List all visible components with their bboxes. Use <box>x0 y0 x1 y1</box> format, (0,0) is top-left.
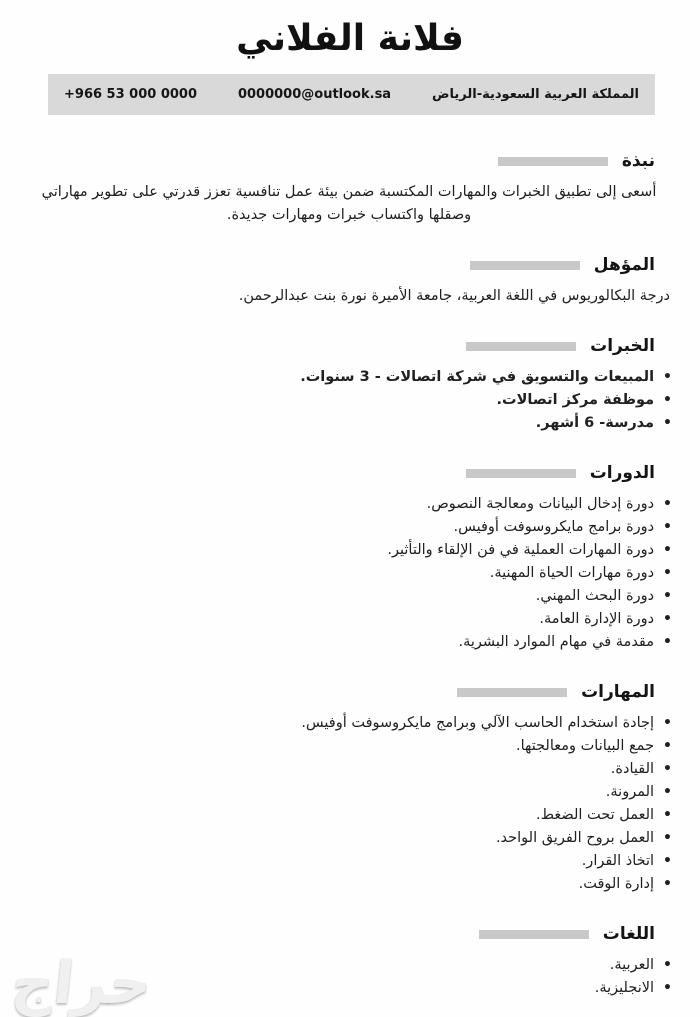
list-item <box>0 758 672 781</box>
section-header-experience <box>0 334 655 358</box>
list-item <box>0 366 672 389</box>
section-bullet-list <box>0 493 672 654</box>
list-item <box>0 608 672 631</box>
list-item-label: دورة إدخال البيانات ومعالجة النصوص. <box>426 496 655 512</box>
list-item-label: دورة المهارات العملية في فن الإلقاء والتأثير. <box>387 542 655 558</box>
list-item <box>0 735 672 758</box>
bullet-icon: • <box>663 738 672 754</box>
section-title: الخبرات <box>590 336 655 356</box>
section-paragraph: درجة البكالوريوس في اللغة العربية، جامعة الأميرة نورة بنت عبدالرحمن. <box>238 288 670 304</box>
section-title: نبذة <box>621 151 655 171</box>
list-item-label: المبيعات والتسويق في شركة اتصالات - 3 سنوات. <box>300 369 655 385</box>
section-title: المهارات <box>581 682 655 702</box>
list-item-label: الانجليزية. <box>594 980 655 996</box>
bullet-icon: • <box>663 980 672 996</box>
bullet-icon: • <box>663 588 672 604</box>
contact-location: المملكة العربية السعودية-الرياض <box>432 87 639 102</box>
bullet-icon: • <box>663 715 672 731</box>
haraj-watermark: حراج <box>8 949 156 1017</box>
bullet-icon: • <box>663 415 672 431</box>
list-item-label: القيادة. <box>610 761 655 777</box>
contact-bar <box>48 74 655 115</box>
bullet-icon: • <box>663 611 672 627</box>
bullet-icon: • <box>663 392 672 408</box>
list-item-label: دورة مهارات الحياة المهنية. <box>489 565 655 581</box>
list-item-label: اتخاذ القرار. <box>581 853 655 869</box>
list-item <box>0 827 672 850</box>
section-bullet-list <box>0 712 672 896</box>
list-item-label: إجادة استخدام الحاسب الآلي وبرامج مايكروسوفت أوفيس. <box>301 715 655 731</box>
section-title: الدورات <box>589 463 655 483</box>
bullet-icon: • <box>663 853 672 869</box>
list-item <box>0 516 672 539</box>
section-experience <box>0 334 700 435</box>
list-item-label: مدرسة- 6 أشهر. <box>535 415 655 431</box>
bullet-icon: • <box>663 957 672 973</box>
section-title-underline <box>498 157 608 166</box>
section-header-qualification <box>0 253 655 277</box>
bullet-icon: • <box>663 761 672 777</box>
list-item-label: دورة الإدارة العامة. <box>539 611 655 627</box>
list-item-label: العربية. <box>609 957 655 973</box>
list-item <box>0 562 672 585</box>
bullet-icon: • <box>663 876 672 892</box>
list-item <box>0 585 672 608</box>
section-header-languages <box>0 922 655 946</box>
list-item <box>0 850 672 873</box>
list-item-label: موظفة مركز اتصالات. <box>496 392 655 408</box>
list-item <box>0 873 672 896</box>
list-item-label: العمل تحت الضغط. <box>536 807 655 823</box>
section-about <box>0 149 700 227</box>
list-item <box>0 493 672 516</box>
list-item <box>0 781 672 804</box>
bullet-icon: • <box>663 830 672 846</box>
list-item <box>0 539 672 562</box>
bullet-icon: • <box>663 565 672 581</box>
section-title-underline <box>466 469 576 478</box>
resume-sections <box>0 149 700 1000</box>
bullet-icon: • <box>663 784 672 800</box>
section-title-underline <box>457 688 567 697</box>
section-header-about <box>0 149 655 173</box>
bullet-icon: • <box>663 634 672 650</box>
bullet-icon: • <box>663 496 672 512</box>
list-item <box>0 412 672 435</box>
section-qualification <box>0 253 700 308</box>
list-item-label: جمع البيانات ومعالجتها. <box>515 738 655 754</box>
section-header-courses <box>0 461 655 485</box>
section-courses <box>0 461 700 654</box>
section-title: المؤهل <box>593 255 655 275</box>
section-title-underline <box>479 930 589 939</box>
bullet-icon: • <box>663 519 672 535</box>
list-item-label: إدارة الوقت. <box>578 876 655 892</box>
bullet-icon: • <box>663 807 672 823</box>
resume-page <box>0 14 700 1017</box>
section-skills <box>0 680 700 896</box>
section-title-underline <box>470 261 580 270</box>
section-bullet-list <box>0 366 672 435</box>
section-header-skills <box>0 680 655 704</box>
list-item-label: العمل بروح الفريق الواحد. <box>495 830 655 846</box>
list-item <box>0 389 672 412</box>
section-title: اللغات <box>602 924 655 944</box>
page-title: فلانة الفلاني <box>236 18 464 59</box>
list-item-label: دورة البحث المهني. <box>535 588 655 604</box>
bullet-icon: • <box>663 369 672 385</box>
list-item-label: مقدمة في مهام الموارد البشرية. <box>458 634 655 650</box>
contact-phone: +966 53 000 0000 <box>64 87 198 102</box>
section-title-underline <box>466 342 576 351</box>
contact-email: 0000000@outlook.sa <box>237 87 392 102</box>
list-item <box>0 631 672 654</box>
list-item-label: المرونة. <box>605 784 655 800</box>
bullet-icon: • <box>663 542 672 558</box>
section-paragraph: أسعى إلى تطبيق الخبرات والمهارات المكتسبة ضمن بيئة عمل تنافسية تعزز قدرتي على تطوير مهاراتي وصقلها واكتساب خبرات ومهارات جديدة. <box>41 184 657 223</box>
list-item-label: دورة برامج مايكروسوفت أوفيس. <box>453 519 655 535</box>
list-item <box>0 712 672 735</box>
list-item <box>0 804 672 827</box>
